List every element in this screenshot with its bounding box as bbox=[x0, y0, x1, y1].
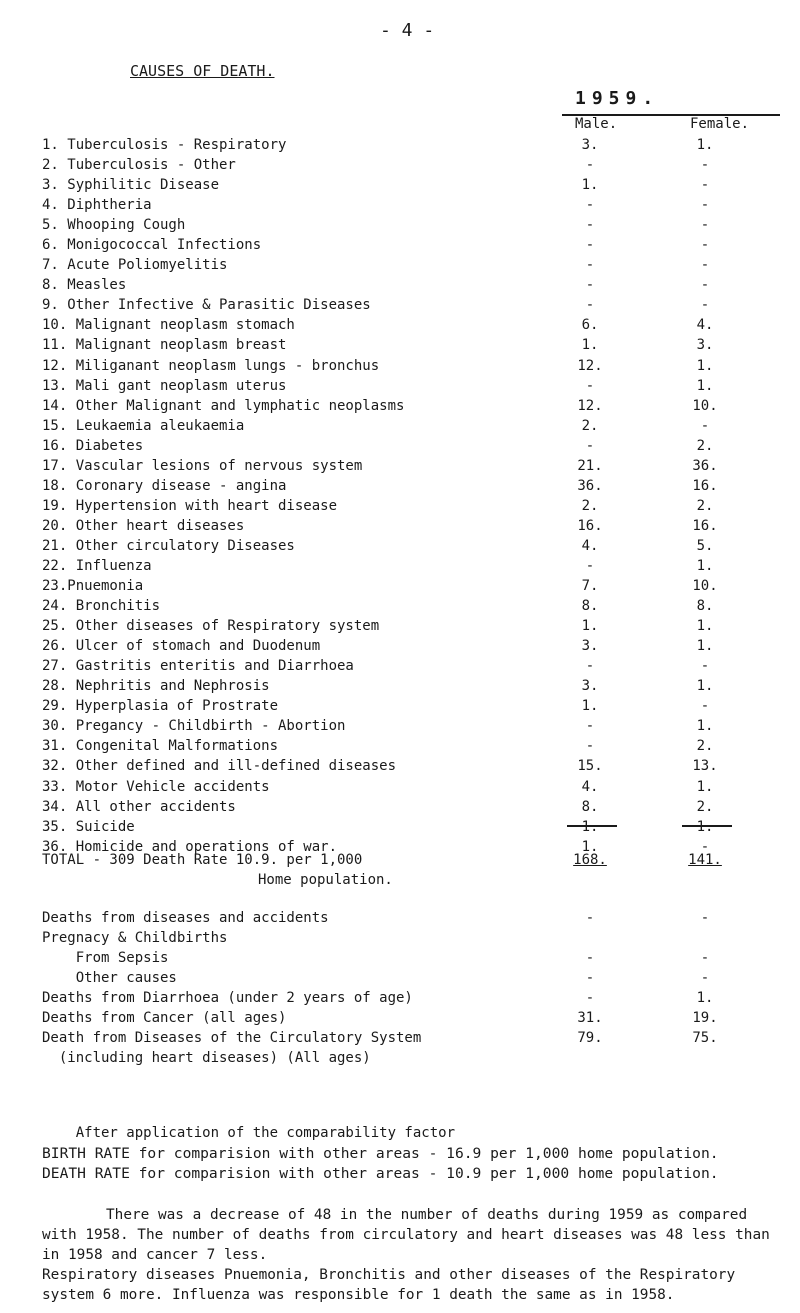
cause-row bbox=[0, 556, 800, 576]
summary-label: Deaths from Diarrhoea (under 2 years of age) bbox=[42, 990, 413, 1007]
total-line-2: Home population. bbox=[258, 872, 393, 888]
cause-male-value: - bbox=[585, 557, 595, 574]
cause-female-value: - bbox=[700, 177, 710, 194]
summary-row bbox=[0, 1048, 800, 1068]
cause-row bbox=[0, 456, 800, 476]
cause-male-value: - bbox=[585, 257, 595, 274]
cause-male-value: - bbox=[585, 217, 595, 234]
summary-male-value: - bbox=[585, 990, 595, 1007]
cause-label: 18. Coronary disease - angina bbox=[42, 477, 287, 494]
cause-female-value: 2. bbox=[696, 437, 714, 454]
cause-row bbox=[0, 576, 800, 596]
summary-label: Other causes bbox=[42, 970, 177, 987]
summary-female-value: 75. bbox=[692, 1030, 718, 1047]
cause-label: 12. Miliganant neoplasm lungs - bronchus bbox=[42, 357, 380, 374]
cause-label: 15. Leukaemia aleukaemia bbox=[42, 417, 245, 434]
cause-label: 21. Other circulatory Diseases bbox=[42, 537, 295, 554]
summary-row bbox=[0, 908, 800, 928]
cause-male-value: - bbox=[585, 437, 595, 454]
cause-label: 1. Tuberculosis - Respiratory bbox=[42, 137, 287, 153]
male-column-header: Male. bbox=[575, 116, 618, 132]
summary-row bbox=[0, 988, 800, 1008]
summary-label: Pregnacy & Childbirths bbox=[42, 930, 228, 947]
summary-female-value: - bbox=[700, 970, 710, 987]
summary-female-value: - bbox=[700, 910, 710, 926]
cause-row bbox=[0, 396, 800, 416]
cause-label: 22. Influenza bbox=[42, 557, 152, 574]
cause-row bbox=[0, 195, 800, 215]
cause-female-value: 16. bbox=[692, 517, 718, 534]
cause-row bbox=[0, 255, 800, 275]
cause-label: 32. Other defined and ill-defined diseases bbox=[42, 758, 397, 775]
cause-label: 27. Gastritis enteritis and Diarrhoea bbox=[42, 658, 354, 675]
cause-label: 3. Syphilitic Disease bbox=[42, 177, 220, 194]
cause-label: 31. Congenital Malformations bbox=[42, 738, 279, 755]
cause-male-value: 16. bbox=[577, 517, 603, 534]
cause-male-value: 8. bbox=[581, 798, 599, 815]
cause-label: 28. Nephritis and Nephrosis bbox=[42, 678, 270, 695]
summary-male-value: - bbox=[585, 950, 595, 967]
cause-row bbox=[0, 777, 800, 797]
cause-row bbox=[0, 716, 800, 736]
cause-female-value: 2. bbox=[696, 738, 714, 755]
summary-female-value: 19. bbox=[692, 1010, 718, 1027]
cause-male-value: - bbox=[585, 658, 595, 675]
cause-female-value: - bbox=[700, 658, 710, 675]
cause-male-value: 4. bbox=[581, 537, 599, 554]
cause-row bbox=[0, 135, 800, 155]
female-total: 141. bbox=[688, 852, 722, 868]
summary-label: Deaths from Cancer (all ages) bbox=[42, 1010, 287, 1027]
cause-female-value: 1. bbox=[696, 557, 714, 574]
cause-male-value: 1. bbox=[581, 838, 599, 855]
cause-male-value: 36. bbox=[577, 477, 603, 494]
cause-row bbox=[0, 616, 800, 636]
birth-rate-line: BIRTH RATE for comparision with other areas - 16.9 per 1,000 home population. bbox=[42, 1145, 719, 1162]
cause-female-value: 4. bbox=[696, 317, 714, 334]
cause-row bbox=[0, 516, 800, 536]
cause-female-value: - bbox=[700, 197, 710, 214]
cause-label: 26. Ulcer of stomach and Duodenum bbox=[42, 638, 321, 655]
cause-row bbox=[0, 536, 800, 556]
cause-row bbox=[0, 155, 800, 175]
cause-row bbox=[0, 175, 800, 195]
cause-female-value: 36. bbox=[692, 457, 718, 474]
cause-label: 36. Homicide and operations of war. bbox=[42, 838, 338, 855]
cause-row bbox=[0, 656, 800, 676]
cause-female-value: 1. bbox=[696, 678, 714, 695]
cause-row bbox=[0, 295, 800, 315]
cause-male-value: 3. bbox=[581, 638, 599, 655]
cause-row bbox=[0, 356, 800, 376]
cause-label: 24. Bronchitis bbox=[42, 598, 161, 615]
cause-row bbox=[0, 636, 800, 656]
summary-row bbox=[0, 948, 800, 968]
cause-male-value: 21. bbox=[577, 457, 603, 474]
male-total: 168. bbox=[573, 852, 607, 868]
comparability-line-1: After application of the comparability factor bbox=[42, 1125, 456, 1141]
cause-male-value: 2. bbox=[581, 497, 599, 514]
cause-female-value: 13. bbox=[692, 758, 718, 775]
cause-label: 19. Hypertension with heart disease bbox=[42, 497, 338, 514]
cause-label: 34. All other accidents bbox=[42, 798, 236, 815]
male-total-rule bbox=[567, 825, 617, 827]
cause-male-value: 7. bbox=[581, 578, 599, 595]
cause-female-value: 3. bbox=[696, 337, 714, 354]
cause-label: 13. Mali gant neoplasm uterus bbox=[42, 377, 287, 394]
cause-female-value: 2. bbox=[696, 497, 714, 514]
cause-male-value: - bbox=[585, 237, 595, 254]
cause-female-value: - bbox=[700, 237, 710, 254]
summary-male-value: 79. bbox=[577, 1030, 603, 1047]
cause-label: 8. Measles bbox=[42, 277, 127, 294]
summary-male-value: 31. bbox=[577, 1010, 603, 1027]
cause-female-value: 8. bbox=[696, 598, 714, 615]
cause-label: 4. Diphtheria bbox=[42, 197, 152, 214]
cause-male-value: 4. bbox=[581, 778, 599, 795]
cause-label: 11. Malignant neoplasm breast bbox=[42, 337, 287, 354]
cause-male-value: 6. bbox=[581, 317, 599, 334]
summary-table bbox=[0, 908, 800, 1068]
cause-row bbox=[0, 756, 800, 776]
cause-male-value: 2. bbox=[581, 417, 599, 434]
cause-male-value: 15. bbox=[577, 758, 603, 775]
cause-label: 14. Other Malignant and lymphatic neoplasms bbox=[42, 397, 405, 414]
page-number: - 4 - bbox=[380, 20, 435, 41]
cause-label: 5. Whooping Cough bbox=[42, 217, 186, 234]
cause-male-value: 1. bbox=[581, 177, 599, 194]
cause-label: 7. Acute Poliomyelitis bbox=[42, 257, 228, 274]
cause-male-value: 12. bbox=[577, 397, 603, 414]
cause-row bbox=[0, 335, 800, 355]
summary-row bbox=[0, 1028, 800, 1048]
cause-male-value: 8. bbox=[581, 598, 599, 615]
cause-label: 16. Diabetes bbox=[42, 437, 144, 454]
cause-male-value: 1. bbox=[581, 698, 599, 715]
cause-row bbox=[0, 817, 800, 837]
cause-female-value: 16. bbox=[692, 477, 718, 494]
cause-female-value: - bbox=[700, 698, 710, 715]
cause-female-value: 10. bbox=[692, 578, 718, 595]
cause-female-value: - bbox=[700, 838, 710, 855]
cause-row bbox=[0, 376, 800, 396]
cause-male-value: 1. bbox=[581, 337, 599, 354]
female-total-rule bbox=[682, 825, 732, 827]
cause-row bbox=[0, 797, 800, 817]
death-rate-line: DEATH RATE for comparision with other areas - 10.9 per 1,000 home population. bbox=[42, 1165, 719, 1182]
cause-label: 10. Malignant neoplasm stomach bbox=[42, 317, 295, 334]
cause-male-value: 3. bbox=[581, 137, 599, 153]
cause-male-value: 3. bbox=[581, 678, 599, 695]
cause-row bbox=[0, 436, 800, 456]
cause-female-value: 1. bbox=[696, 137, 714, 153]
page-title: CAUSES OF DEATH. bbox=[130, 62, 275, 80]
cause-female-value: - bbox=[700, 417, 710, 434]
cause-male-value: - bbox=[585, 197, 595, 214]
female-column-header: Female. bbox=[690, 116, 750, 132]
cause-label: 20. Other heart diseases bbox=[42, 517, 245, 534]
cause-male-value: 12. bbox=[577, 357, 603, 374]
cause-row bbox=[0, 235, 800, 255]
cause-male-value: - bbox=[585, 297, 595, 314]
cause-male-value: - bbox=[585, 718, 595, 735]
summary-row bbox=[0, 1008, 800, 1028]
cause-row bbox=[0, 275, 800, 295]
cause-row bbox=[0, 496, 800, 516]
notes-paragraph-1: There was a decrease of 48 in the number of deaths during 1959 as compared with 1958. The number of deaths from circulatory and heart diseases was 48 less than in 1958 and cancer 7 less. bbox=[42, 1207, 770, 1263]
cause-label: 17. Vascular lesions of nervous system bbox=[42, 457, 363, 474]
cause-label: 6. Monigococcal Infections bbox=[42, 237, 262, 254]
summary-label: Deaths from diseases and accidents bbox=[42, 910, 329, 926]
cause-row bbox=[0, 476, 800, 496]
summary-label: Death from Diseases of the Circulatory System bbox=[42, 1030, 422, 1047]
cause-female-value: - bbox=[700, 257, 710, 274]
cause-male-value: - bbox=[585, 277, 595, 294]
cause-male-value: - bbox=[585, 377, 595, 394]
cause-row bbox=[0, 416, 800, 436]
cause-female-value: - bbox=[700, 297, 710, 314]
cause-row bbox=[0, 215, 800, 235]
cause-male-value: - bbox=[585, 738, 595, 755]
cause-female-value: 1. bbox=[696, 638, 714, 655]
summary-male-value: - bbox=[585, 970, 595, 987]
cause-label: 2. Tuberculosis - Other bbox=[42, 157, 236, 174]
cause-male-value: - bbox=[585, 157, 595, 174]
cause-female-value: - bbox=[700, 217, 710, 234]
summary-female-value: - bbox=[700, 950, 710, 967]
cause-label: 29. Hyperplasia of Prostrate bbox=[42, 698, 279, 715]
cause-female-value: 1. bbox=[696, 377, 714, 394]
cause-label: 23.Pnuemonia bbox=[42, 578, 144, 595]
summary-male-value: - bbox=[585, 910, 595, 926]
cause-female-value: 10. bbox=[692, 397, 718, 414]
cause-row bbox=[0, 676, 800, 696]
cause-row bbox=[0, 696, 800, 716]
cause-label: 30. Pregancy - Childbirth - Abortion bbox=[42, 718, 346, 735]
cause-female-value: 1. bbox=[696, 778, 714, 795]
summary-female-value: 1. bbox=[696, 990, 714, 1007]
cause-row bbox=[0, 596, 800, 616]
cause-label: 25. Other diseases of Respiratory system bbox=[42, 618, 380, 635]
summary-label: (including heart diseases) (All ages) bbox=[42, 1050, 371, 1067]
cause-row bbox=[0, 315, 800, 335]
cause-female-value: 2. bbox=[696, 798, 714, 815]
cause-row bbox=[0, 736, 800, 756]
cause-female-value: - bbox=[700, 277, 710, 294]
cause-female-value: 5. bbox=[696, 537, 714, 554]
cause-female-value: 1. bbox=[696, 357, 714, 374]
summary-row bbox=[0, 968, 800, 988]
notes-paragraph-2: Respiratory diseases Pnuemonia, Bronchitis and other diseases of the Respiratory system 6 more. Influenza was responsible for 1 death the same as in 1958. bbox=[42, 1267, 736, 1303]
year-heading: 1959. bbox=[575, 88, 660, 109]
cause-label: 9. Other Infective & Parasitic Diseases bbox=[42, 297, 371, 314]
cause-male-value: 1. bbox=[581, 618, 599, 635]
total-line-1: TOTAL - 309 Death Rate 10.9. per 1,000 bbox=[42, 852, 363, 868]
summary-row bbox=[0, 928, 800, 948]
cause-female-value: - bbox=[700, 157, 710, 174]
cause-label: 35. Suicide bbox=[42, 818, 135, 835]
cause-female-value: 1. bbox=[696, 618, 714, 635]
summary-label: From Sepsis bbox=[42, 950, 169, 967]
cause-female-value: 1. bbox=[696, 718, 714, 735]
causes-table bbox=[0, 135, 800, 857]
cause-label: 33. Motor Vehicle accidents bbox=[42, 778, 270, 795]
